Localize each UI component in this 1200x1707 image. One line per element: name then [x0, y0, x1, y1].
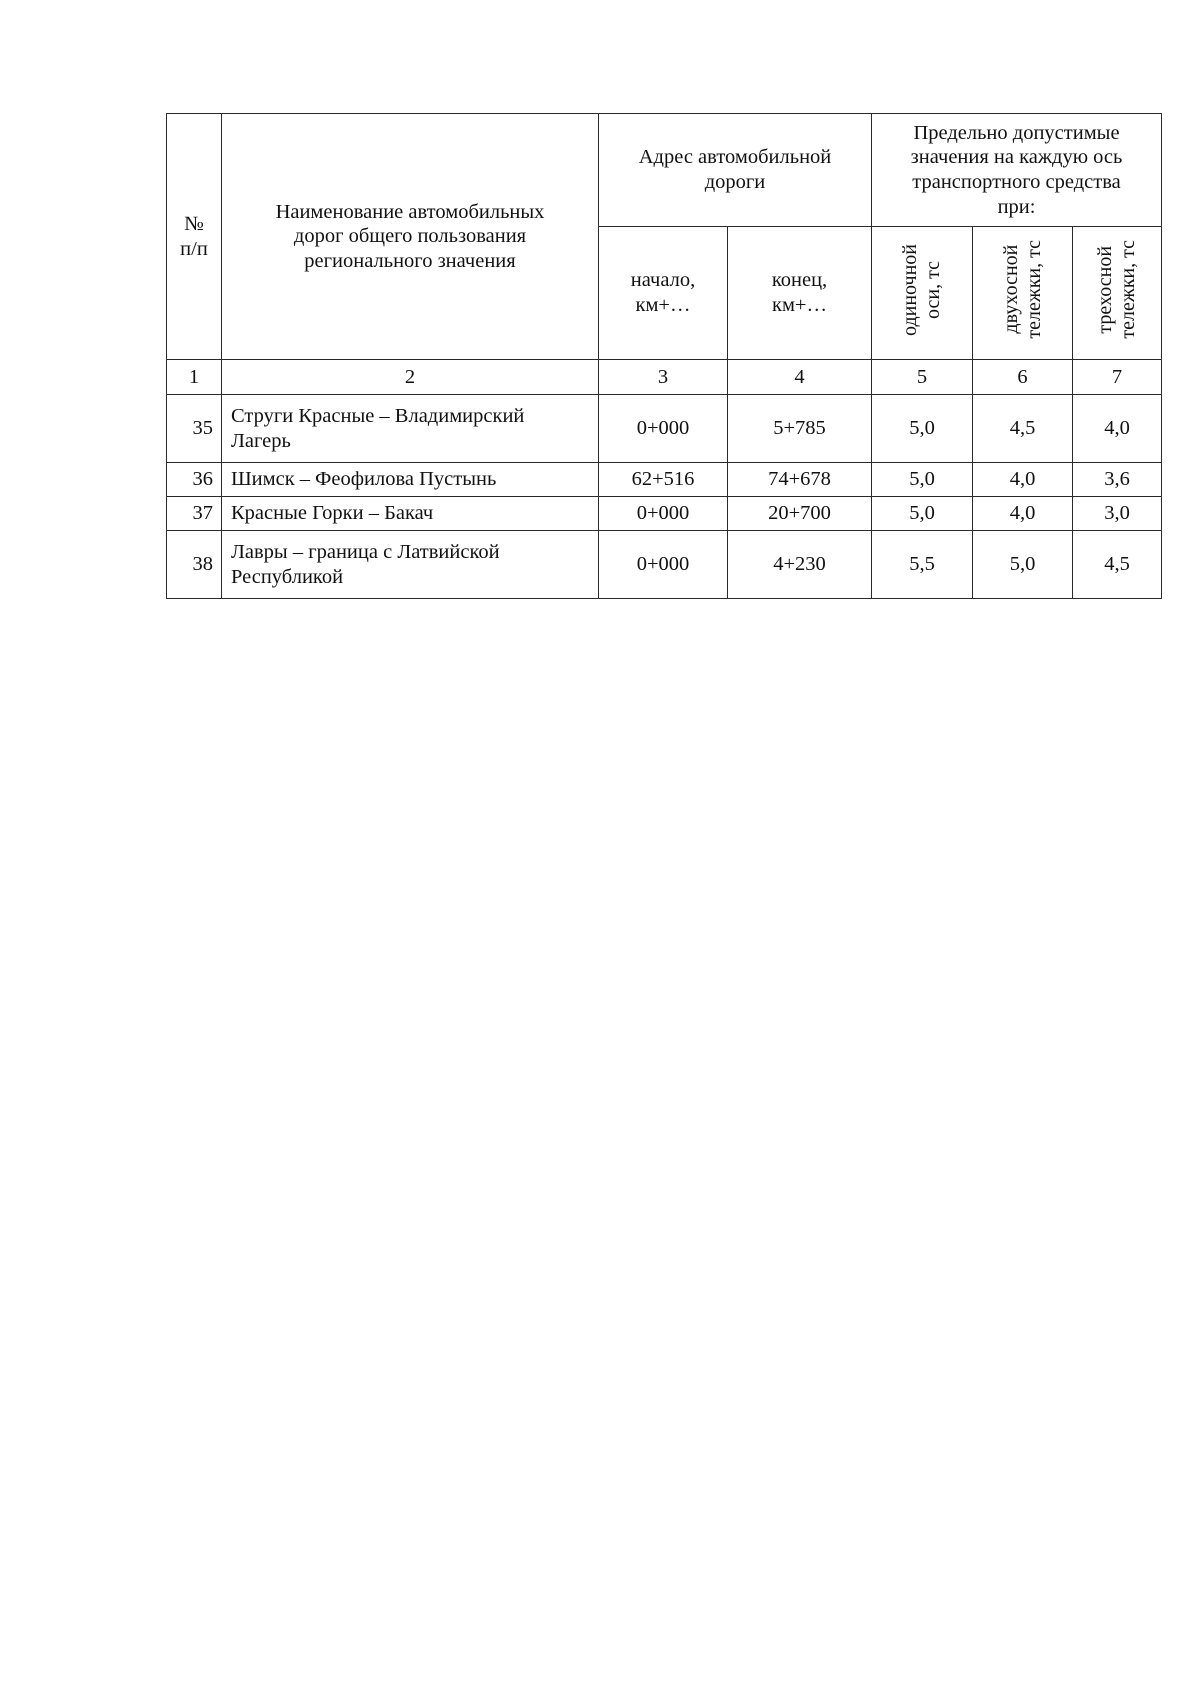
- double-bogie-limit: 4,0: [973, 463, 1073, 497]
- column-number-row: [167, 360, 1162, 395]
- single-axle-limit: 5,0: [872, 463, 973, 497]
- header-address-end: конец, км+…: [728, 227, 872, 360]
- header-single-axle: [872, 227, 973, 360]
- triple-bogie-limit: 4,5: [1073, 531, 1162, 599]
- header-address-start: начало, км+…: [599, 227, 728, 360]
- road-name: Красные Горки – Бакач: [222, 497, 599, 531]
- row-number: 36: [167, 463, 222, 497]
- row-number: 37: [167, 497, 222, 531]
- row-number: 38: [167, 531, 222, 599]
- road-name: Лавры – граница с Латвийской Республикой: [222, 531, 599, 599]
- address-start: 0+000: [599, 531, 728, 599]
- triple-bogie-limit: 3,0: [1073, 497, 1162, 531]
- double-bogie-limit: 5,0: [973, 531, 1073, 599]
- column-number: 4: [728, 360, 872, 395]
- header-road-address: Адрес автомобильной дороги: [599, 114, 872, 227]
- address-start: 62+516: [599, 463, 728, 497]
- triple-bogie-limit: 3,6: [1073, 463, 1162, 497]
- table-row: [167, 463, 1162, 497]
- column-number: 6: [973, 360, 1073, 395]
- header-double-bogie-text: двухосной тележки, тс: [999, 240, 1045, 339]
- header-triple-bogie: [1073, 227, 1162, 360]
- table-header: [167, 114, 1162, 360]
- row-number: 35: [167, 395, 222, 463]
- column-number: 7: [1073, 360, 1162, 395]
- header-number: № п/п: [167, 114, 222, 360]
- address-start: 0+000: [599, 395, 728, 463]
- roads-table: [166, 113, 1162, 599]
- double-bogie-limit: 4,0: [973, 497, 1073, 531]
- column-number: 2: [222, 360, 599, 395]
- column-number: 1: [167, 360, 222, 395]
- address-end: 4+230: [728, 531, 872, 599]
- road-name: Струги Красные – Владимирский Лагерь: [222, 395, 599, 463]
- header-single-axle-text: одиночной оси, тс: [899, 243, 944, 336]
- table-row: [167, 497, 1162, 531]
- header-triple-bogie-text: трехосной тележки, тс: [1094, 240, 1139, 339]
- single-axle-limit: 5,5: [872, 531, 973, 599]
- address-end: 74+678: [728, 463, 872, 497]
- table-row: [167, 395, 1162, 463]
- address-end: 20+700: [728, 497, 872, 531]
- single-axle-limit: 5,0: [872, 497, 973, 531]
- column-number: 5: [872, 360, 973, 395]
- road-name: Шимск – Феофилова Пустынь: [222, 463, 599, 497]
- header-axle-limits: Предельно допустимые значения на каждую ось транспортного средства при:: [872, 114, 1162, 227]
- address-end: 5+785: [728, 395, 872, 463]
- double-bogie-limit: 4,5: [973, 395, 1073, 463]
- header-double-bogie: [973, 227, 1073, 360]
- table-row: [167, 531, 1162, 599]
- single-axle-limit: 5,0: [872, 395, 973, 463]
- address-start: 0+000: [599, 497, 728, 531]
- column-number: 3: [599, 360, 728, 395]
- triple-bogie-limit: 4,0: [1073, 395, 1162, 463]
- header-road-name: Наименование автомобильных дорог общего пользования регионального значения: [222, 114, 599, 360]
